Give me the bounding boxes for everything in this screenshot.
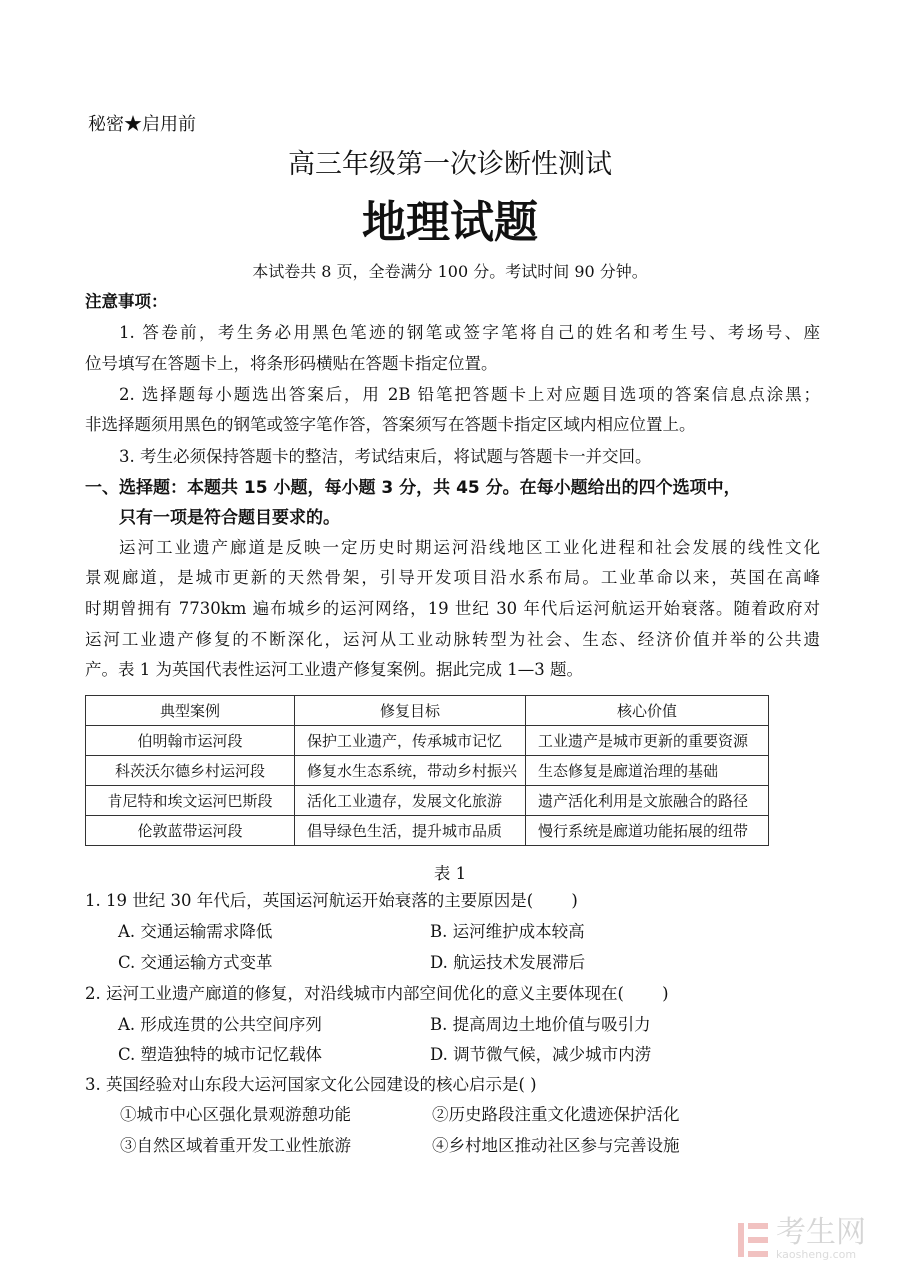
passage-line: 运河工业遗产廊道是反映一定历史时期运河沿线地区工业化进程和社会发展的线性文化 <box>119 538 820 557</box>
table-cell: 生态修复是廊道治理的基础 <box>526 756 769 786</box>
notice-line: 2. 选择题每小题选出答案后，用 2B 铅笔把答题卡上对应题目选项的答案信息点涂黑； <box>119 385 820 404</box>
table-cell: 遗产活化利用是文旅融合的路径 <box>526 786 769 816</box>
question-2-option-d: D. 调节微气候，减少城市内涝 <box>430 1045 652 1064</box>
table-cell: 倡导绿色生活，提升城市品质 <box>295 816 526 846</box>
repair-cases-table <box>85 695 769 846</box>
passage-line: 时期曾拥有 7730km 遍布城乡的运河网络，19 世纪 30 年代后运河航运开始衰落。随着政府对 <box>85 599 820 618</box>
table-header: 修复目标 <box>295 696 526 726</box>
section-heading: 一、选择题：本题共 15 小题，每小题 3 分，共 45 分。在每小题给出的四个选项中， <box>85 478 741 498</box>
question-1-option-a: A. 交通运输需求降低 <box>118 922 273 941</box>
watermark-icon <box>736 1221 770 1259</box>
passage-line: 产。表 1 为英国代表性运河工业遗产修复案例。据此完成 1—3 题。 <box>85 660 583 679</box>
watermark-logo <box>736 1215 866 1261</box>
table-cell: 科茨沃尔德乡村运河段 <box>86 756 295 786</box>
watermark-url: kaosheng.com <box>776 1248 857 1261</box>
watermark-name: 考生网 <box>776 1215 866 1250</box>
question-1-option-b: B. 运河维护成本较高 <box>430 922 585 941</box>
table-row <box>86 816 769 846</box>
table-cell: 伦敦蓝带运河段 <box>86 816 295 846</box>
question-3-stem: 3. 英国经验对山东段大运河国家文化公园建设的核心启示是( ) <box>85 1075 537 1094</box>
table-cell: 修复水生态系统，带动乡村振兴 <box>295 756 526 786</box>
table-cell: 伯明翰市运河段 <box>86 726 295 756</box>
exam-title: 高三年级第一次诊断性测试 <box>288 149 612 180</box>
question-3-option-4: ④乡村地区推动社区参与完善设施 <box>432 1136 680 1155</box>
table-header: 核心价值 <box>526 696 769 726</box>
question-2-option-a: A. 形成连贯的公共空间序列 <box>118 1015 322 1034</box>
table-row <box>86 786 769 816</box>
table-caption: 表 1 <box>433 864 467 883</box>
question-1-stem: 1. 19 世纪 30 年代后，英国运河航运开始衰落的主要原因是( ) <box>85 891 578 910</box>
subject-title: 地理试题 <box>362 197 538 248</box>
question-3-option-2: ②历史路段注重文化遗迹保护活化 <box>432 1105 680 1124</box>
passage-line: 运河工业遗产修复的不断深化，运河从工业动脉转型为社会、生态、经济价值并举的公共遗 <box>85 630 820 649</box>
table-row <box>86 726 769 756</box>
notice-heading: 注意事项： <box>85 292 168 311</box>
question-3-option-3: ③自然区域着重开发工业性旅游 <box>120 1136 351 1155</box>
notice-line: 3. 考生必须保持答题卡的整洁，考试结束后，将试题与答题卡一并交回。 <box>119 447 652 466</box>
section-heading-cont: 只有一项是符合题目要求的。 <box>119 508 340 528</box>
table-cell: 保护工业遗产，传承城市记忆 <box>295 726 526 756</box>
table-cell: 活化工业遗存，发展文化旅游 <box>295 786 526 816</box>
question-1-option-d: D. 航运技术发展滞后 <box>430 953 586 972</box>
table-header: 典型案例 <box>86 696 295 726</box>
notice-line: 位号填写在答题卡上，将条形码横贴在答题卡指定位置。 <box>85 354 498 373</box>
table-cell: 慢行系统是廊道功能拓展的纽带 <box>526 816 769 846</box>
question-2-option-b: B. 提高周边土地价值与吸引力 <box>430 1015 651 1034</box>
notice-line: 1. 答卷前，考生务必用黑色笔迹的钢笔或签字笔将自己的姓名和考生号、考场号、座 <box>119 323 820 342</box>
table-cell: 工业遗产是城市更新的重要资源 <box>526 726 769 756</box>
passage-line: 景观廊道，是城市更新的天然骨架，引导开发项目沿水系布局。工业革命以来，英国在高峰 <box>85 568 820 587</box>
secret-label: 秘密★启用前 <box>88 114 196 135</box>
question-2-stem: 2. 运河工业遗产廊道的修复，对沿线城市内部空间优化的意义主要体现在( ) <box>85 984 669 1003</box>
question-2-option-c: C. 塑造独特的城市记忆载体 <box>118 1045 323 1064</box>
table-row <box>86 756 769 786</box>
notice-line: 非选择题须用黑色的钢笔或签字笔作答，答案须写在答题卡指定区域内相应位置上。 <box>85 415 696 434</box>
table-header-row <box>86 696 769 726</box>
question-1-option-c: C. 交通运输方式变革 <box>118 953 273 972</box>
question-3-option-1: ①城市中心区强化景观游憩功能 <box>120 1105 351 1124</box>
exam-info: 本试卷共 8 页，全卷满分 100 分。考试时间 90 分钟。 <box>252 262 648 281</box>
table-cell: 肯尼特和埃文运河巴斯段 <box>86 786 295 816</box>
